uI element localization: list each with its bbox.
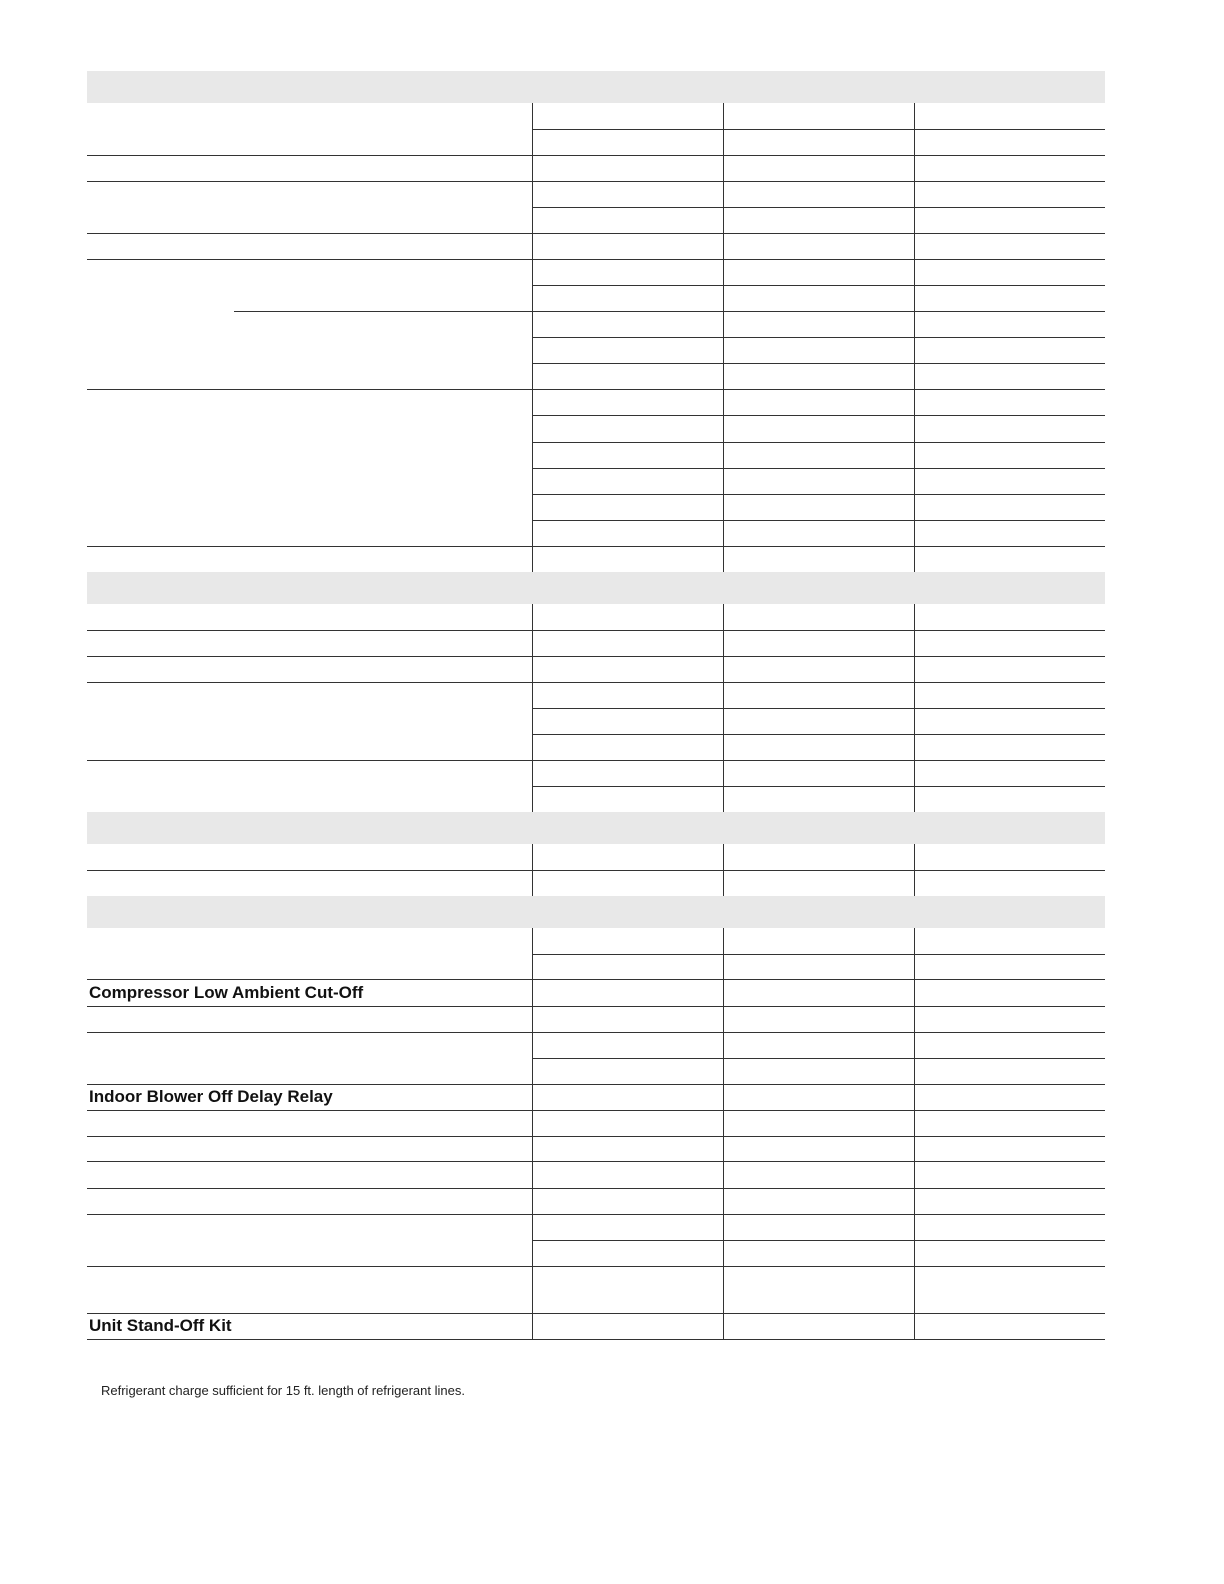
row-label-unit-standoff-kit: Unit Stand-Off Kit <box>89 1316 232 1335</box>
table-column-rule <box>723 844 724 896</box>
table-column-rule <box>532 604 533 812</box>
table-row-rule <box>532 337 1105 338</box>
table-row-rule <box>87 1032 1105 1033</box>
section-header-band <box>87 812 1105 844</box>
footnote: Refrigerant charge sufficient for 15 ft. length of refrigerant lines. <box>101 1383 465 1398</box>
table-row-rule <box>532 1240 1105 1241</box>
table-row-rule <box>532 415 1105 416</box>
table-row-rule <box>87 1110 1105 1111</box>
table-row-rule <box>87 1006 1105 1007</box>
table-row-rule <box>87 630 1105 631</box>
table-column-rule <box>532 103 533 572</box>
table-row-rule <box>87 979 1105 980</box>
table-column-rule <box>914 604 915 812</box>
table-column-rule <box>723 103 724 572</box>
table-row-rule <box>87 1266 1105 1267</box>
table-row-rule <box>87 181 1105 182</box>
section-header-band <box>87 71 1105 103</box>
table-row-rule <box>87 233 1105 234</box>
table-row-rule <box>532 954 1105 955</box>
table-column-rule <box>914 103 915 572</box>
table-row-rule <box>532 207 1105 208</box>
table-row-rule <box>532 363 1105 364</box>
table-row-rule <box>87 1313 1105 1314</box>
table-row-rule <box>532 442 1105 443</box>
table-row-rule <box>87 389 1105 390</box>
table-row-rule <box>87 656 1105 657</box>
table-row-rule <box>532 494 1105 495</box>
table-row-rule <box>87 1339 1105 1340</box>
table-row-rule <box>87 155 1105 156</box>
table-row-rule <box>532 311 1105 312</box>
section-header-band <box>87 572 1105 604</box>
table-column-rule <box>532 844 533 896</box>
table-row-rule <box>87 546 1105 547</box>
table-column-rule <box>532 928 533 1339</box>
table-row-rule <box>87 1188 1105 1189</box>
row-label-indoor-blower-off-delay-relay: Indoor Blower Off Delay Relay <box>89 1087 333 1106</box>
table-row-rule <box>234 311 532 312</box>
table-row-rule <box>532 1058 1105 1059</box>
table-column-rule <box>914 844 915 896</box>
table-row-rule <box>87 1161 1105 1162</box>
table-column-rule <box>914 928 915 1339</box>
table-row-rule <box>87 870 1105 871</box>
table-row-rule <box>532 708 1105 709</box>
table-row-rule <box>532 520 1105 521</box>
section-header-band <box>87 896 1105 928</box>
table-row-rule <box>87 682 1105 683</box>
table-row-rule <box>87 1084 1105 1085</box>
table-row-rule <box>87 1214 1105 1215</box>
table-column-rule <box>723 928 724 1339</box>
row-label-compressor-low-ambient-cutoff: Compressor Low Ambient Cut-Off <box>89 983 364 1002</box>
table-row-rule <box>532 129 1105 130</box>
table-row-rule <box>87 760 1105 761</box>
table-row-rule <box>532 285 1105 286</box>
table-row-rule <box>87 1136 1105 1137</box>
table-row-rule <box>532 734 1105 735</box>
table-column-rule <box>723 604 724 812</box>
table-row-rule <box>532 468 1105 469</box>
table-row-rule <box>532 786 1105 787</box>
table-row-rule <box>87 259 1105 260</box>
